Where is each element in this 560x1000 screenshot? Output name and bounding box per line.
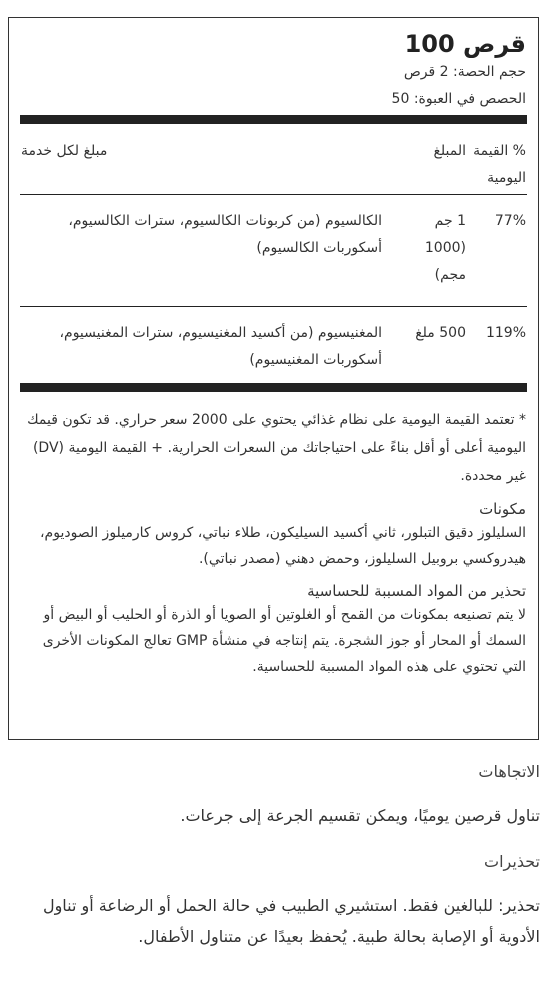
thick-divider <box>20 383 527 392</box>
amount-per-serving-header: مبلغ لكل خدمة <box>21 143 108 159</box>
warnings-heading: تحذيرات <box>484 852 540 871</box>
amount-header: المبلغ <box>433 143 466 159</box>
daily-value-footnote: * تعتمد القيمة اليومية على نظام غذائي يحتوي على 2000 سعر حراري. قد تكون قيمك اليومية أعلى أو أقل بناءً على احتياجاتك من السعرات الحرارية. + القيمة اليومية (DV) غير محددة. <box>27 412 526 484</box>
servings-per-container: الحصص في العبوة: 50 <box>391 91 526 107</box>
product-title: قرص 100 <box>404 30 526 58</box>
ingredients-text: السليلوز دقيق التبلور، ثاني أكسيد السيليكون، طلاء نباتي، كروس كارميلوز الصوديوم، هيدروكسي بروبيل السليلوز، وحمض دهني (مصدر نباتي). <box>40 525 526 567</box>
supplement-facts-panel <box>8 17 539 740</box>
dv-header: % القيمة اليومية <box>473 143 526 186</box>
nutrient-dv: 119% <box>485 325 526 341</box>
facts-header-row <box>21 124 526 194</box>
nutrient-amount: 1 جم (1000 مجم) <box>424 213 466 283</box>
directions-text: تناول قرصين يوميًا، ويمكن تقسيم الجرعة إلى جرعات. <box>180 806 540 825</box>
thick-divider <box>20 115 527 124</box>
directions-heading: الاتجاهات <box>478 762 540 781</box>
nutrient-row <box>21 307 526 381</box>
nutrient-dv: 77% <box>494 213 526 229</box>
nutrient-row <box>21 195 526 306</box>
allergen-text: لا يتم تصنيعه بمكونات من القمح أو الغلوتين أو الصويا أو الذرة أو الحليب أو البيض أو السمك أو المحار أو جوز الشجرة. يتم إنتاجه في منشأة GMP تعالج المكونات الأخرى التي تحتوي على هذه المواد المسببة للحساسية. <box>42 607 526 675</box>
nutrient-amount: 500 ملغ <box>415 325 466 341</box>
allergen-heading: تحذير من المواد المسببة للحساسية <box>307 582 526 600</box>
nutrient-name: الكالسيوم (من كربونات الكالسيوم، سترات الكالسيوم، أسكوربات الكالسيوم) <box>68 213 382 256</box>
serving-size: حجم الحصة: 2 قرص <box>403 64 526 80</box>
ingredients-heading: مكونات <box>479 500 526 518</box>
warnings-text: تحذير: للبالغين فقط. استشيري الطبيب في حالة الحمل أو الرضاعة أو تناول الأدوية أو الإصابة بحالة طبية. يُحفظ بعيدًا عن متناول الأطفال. <box>42 896 540 946</box>
nutrient-name: المغنيسيوم (من أكسيد المغنيسيوم، سترات المغنيسيوم، أسكوربات المغنيسيوم) <box>59 325 382 368</box>
